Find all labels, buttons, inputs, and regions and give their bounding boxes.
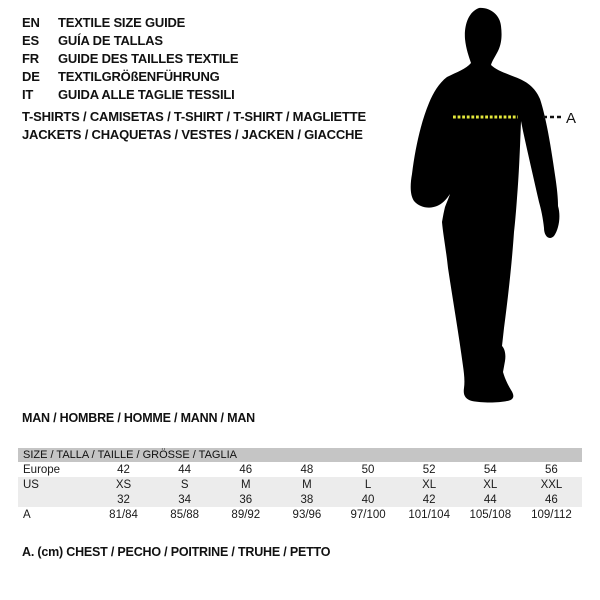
measure-footnote: A. (cm) CHEST / PECHO / POITRINE / TRUHE / PETTO [22,545,331,559]
table-cell: 32 [117,493,130,506]
table-cell: 81/84 [109,508,138,521]
table-cell: 46 [545,493,558,506]
table-cell: 48 [300,463,314,476]
language-code: FR [22,50,39,66]
table-cell: L [364,478,372,491]
table-cell: 85/88 [170,508,200,521]
table-cell: 38 [300,493,314,506]
table-cell: 34 [178,493,192,506]
language-label: GUIDE DES TAILLES TEXTILE [58,50,239,66]
table-cell: 44 [178,463,192,476]
table-cell: M [241,478,251,491]
table-cell: XXL [540,478,563,491]
language-row-es [22,31,238,49]
table-cell: 101/104 [408,508,450,521]
language-code: IT [22,86,34,102]
table-cell: 40 [361,493,375,506]
table-cell: 52 [422,463,436,476]
language-label: TEXTILE SIZE GUIDE [58,14,186,30]
language-row-en [22,13,238,31]
language-list [22,13,238,103]
man-silhouette [411,8,560,403]
size-table-header: SIZE / TALLA / TAILLE / GRÖSSE / TAGLIA [18,448,582,462]
table-cell: XL [483,478,498,491]
language-label: GUIDA ALLE TAGLIE TESSILI [58,86,235,102]
table-cell: XL [422,478,437,491]
language-row-fr [22,49,238,67]
table-cell: XS [115,478,132,491]
language-code: EN [22,14,40,30]
table-cell: 44 [483,493,497,506]
language-row-de [22,67,238,85]
row-label: US [23,478,39,491]
section-title-man: MAN / HOMBRE / HOMME / MANN / MAN [22,411,255,425]
language-label: TEXTILGRÖßENFÜHRUNG [58,68,220,84]
table-cell: 50 [361,463,375,476]
measure-label-a: A [566,110,577,127]
table-cell: 54 [483,463,497,476]
table-cell: 42 [117,463,130,476]
category-line-tshirts: T-SHIRTS / CAMISETAS / T-SHIRT / T-SHIRT / MAGLIETTE [22,109,366,124]
table-cell: 42 [422,493,436,506]
table-cell: 36 [239,493,253,506]
table-row-alt-size [18,492,582,507]
table-cell: 46 [239,463,253,476]
table-cell: 97/100 [350,508,386,521]
table-cell: 93/96 [292,508,322,521]
man-figure [405,5,580,405]
size-table [18,448,582,522]
table-cell: 89/92 [231,508,261,521]
language-row-it [22,85,238,103]
category-heading [22,108,366,144]
table-row-chest-a [18,507,582,522]
table-cell: 109/112 [531,508,572,521]
category-line-jackets: JACKETS / CHAQUETAS / VESTES / JACKEN / GIACCHE [22,127,363,142]
language-code: DE [22,68,40,84]
man-figure-svg [405,5,580,405]
table-cell: 56 [545,463,558,476]
table-cell: S [180,478,189,491]
table-row-europe [18,462,582,477]
language-label: GUÍA DE TALLAS [58,32,163,48]
language-code: ES [22,32,39,48]
table-cell: M [302,478,312,491]
table-row-us [18,477,582,492]
table-cell: 105/108 [469,508,512,521]
row-label: A [23,508,31,521]
row-label: Europe [23,463,61,476]
